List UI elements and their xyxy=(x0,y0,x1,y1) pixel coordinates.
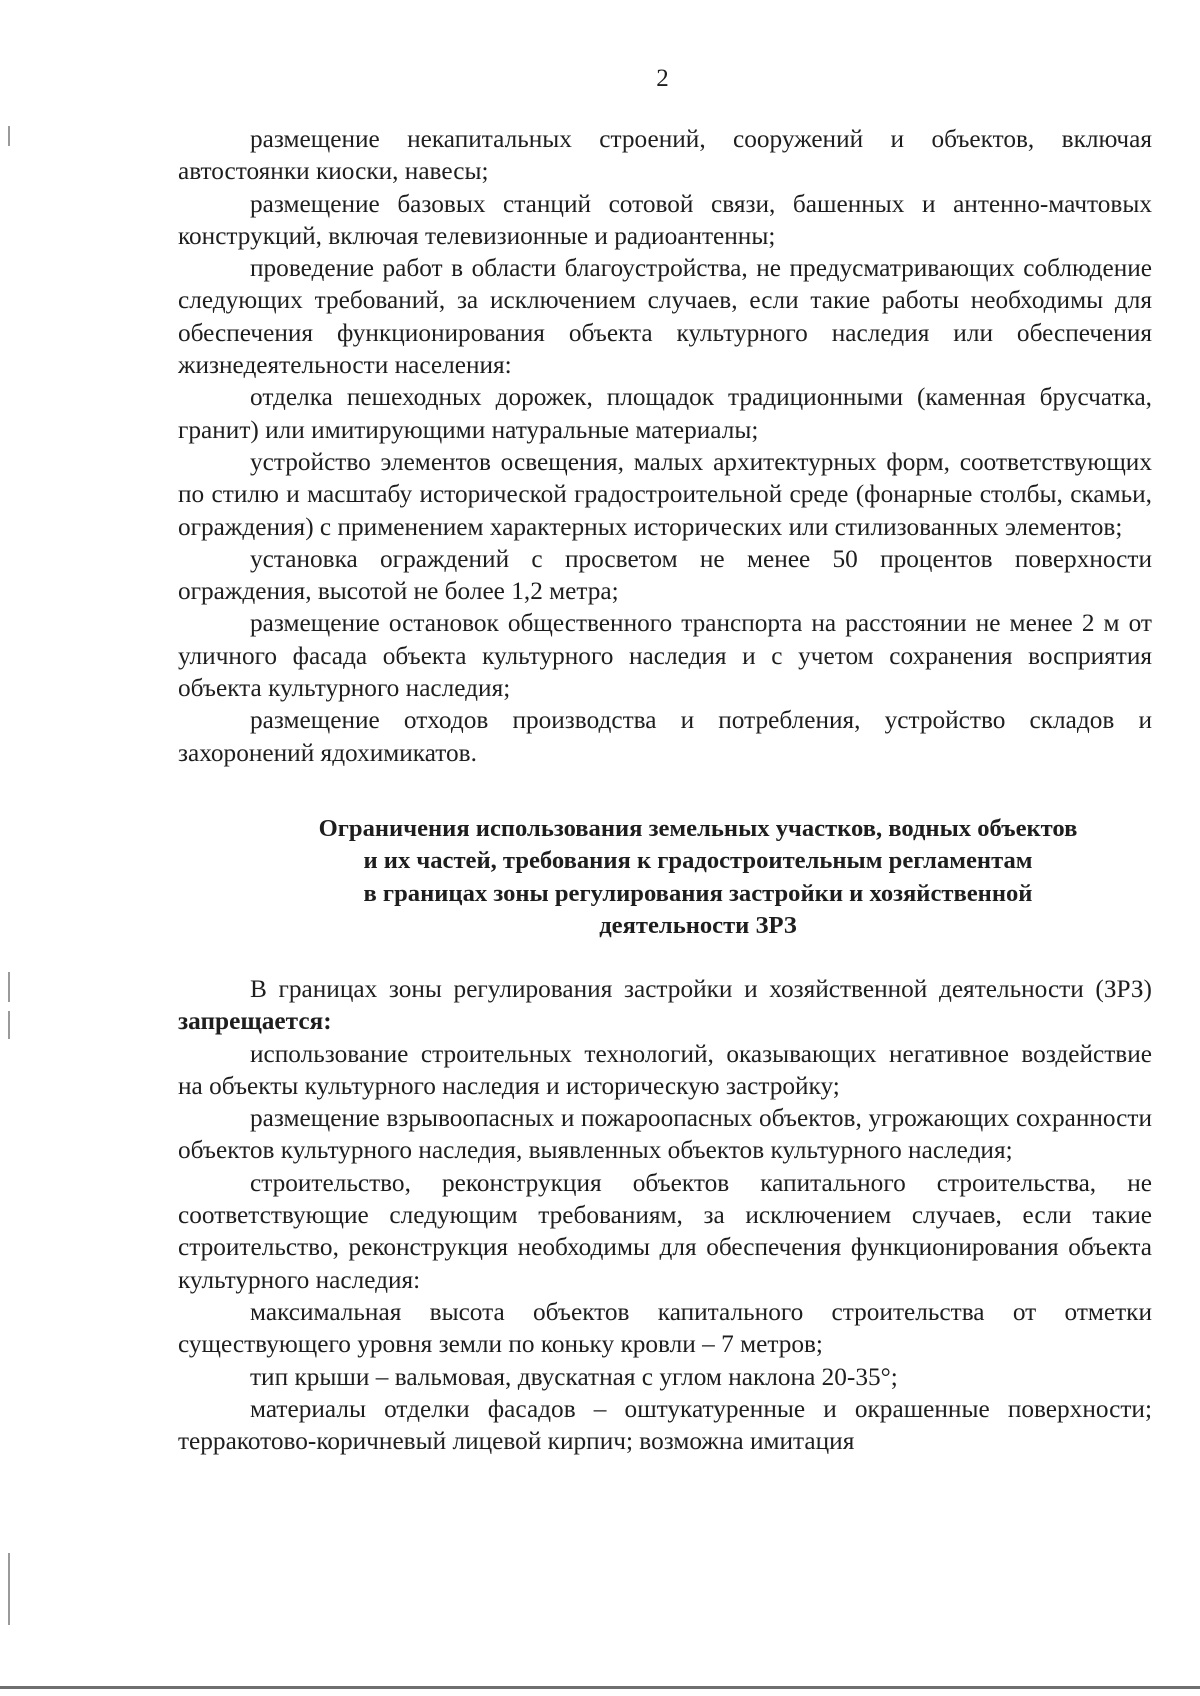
paragraph: отделка пешеходных дорожек, площадок традиционными (каменная брусчатка, гранит) или имитирующими натуральные материалы; xyxy=(178,383,1152,444)
intro-bold: запрещается: xyxy=(178,1007,332,1036)
section-heading xyxy=(178,813,1152,943)
paragraph: размещение некапитальных строений, сооружений и объектов, включая автостоянки киоски, навесы; xyxy=(178,125,1152,186)
paragraph: строительство, реконструкция объектов капитального строительства, не соответствующие следующим требованиям, за исключением случаев, если такие строительство, реконструкция необходимы для обеспечения функционирования объекта культурного наследия: xyxy=(178,1168,1152,1294)
intro-text: В границах зоны регулирования застройки и хозяйственной деятельности (ЗРЗ) xyxy=(250,974,1152,1003)
paragraph: устройство элементов освещения, малых архитектурных форм, соответствующих по стилю и масштабу исторической градостроительной среде (фонарные столбы, скамьи, ограждения) с применением характерных исторических или стилизованных элементов; xyxy=(178,447,1152,541)
scan-artifact xyxy=(8,972,10,1002)
document-body xyxy=(178,123,1152,1457)
page-number: 2 xyxy=(656,65,669,92)
section-heading-line: Ограничения использования земельных участков, водных объектов xyxy=(318,814,1078,842)
paragraph: тип крыши – вальмовая, двускатная с углом наклона 20-35°; xyxy=(250,1362,898,1391)
scan-artifact xyxy=(8,1553,10,1625)
paragraph: материалы отделки фасадов – оштукатуренные и окрашенные поверхности; терракотово-коричневый лицевой кирпич; возможна имитация xyxy=(178,1394,1152,1456)
paragraph: размещение базовых станций сотовой связи, башенных и антенно-мачтовых конструкций, включая телевизионные и радиоантенны; xyxy=(178,189,1152,250)
intro-paragraph xyxy=(178,973,1152,1038)
section-heading-line: в границах зоны регулирования застройки и хозяйственной xyxy=(363,879,1033,907)
section-heading-line: деятельности ЗРЗ xyxy=(599,912,797,940)
paragraph: проведение работ в области благоустройства, не предусматривающих соблюдение следующих требований, за исключением случаев, если такие работы необходимы для обеспечения функционирования объекта культурного наследия или обеспечения жизнедеятельности населения: xyxy=(178,254,1152,380)
paragraph: размещение взрывоопасных и пожароопасных объектов, угрожающих сохранности объектов культурного наследия, выявленных объектов культурного наследия; xyxy=(178,1104,1152,1165)
paragraph: размещение остановок общественного транспорта на расстоянии не менее 2 м от уличного фасада объекта культурного наследия и с учетом сохранения восприятия объекта культурного наследия; xyxy=(178,609,1152,703)
section-heading-line: и их частей, требования к градостроительным регламентам xyxy=(363,847,1033,875)
paragraph: использование строительных технологий, оказывающих негативное воздействие на объекты культурного наследия и историческую застройку; xyxy=(178,1039,1152,1100)
scan-artifact xyxy=(8,1011,10,1039)
paragraph: размещение отходов производства и потребления, устройство складов и захоронений ядохимикатов. xyxy=(178,706,1152,767)
scan-artifact xyxy=(8,126,10,146)
paragraph: установка ограждений с просветом не менее 50 процентов поверхности ограждения, высотой не более 1,2 метра; xyxy=(178,544,1152,606)
scan-bottom-edge xyxy=(0,1686,1200,1689)
paragraph: максимальная высота объектов капитального строительства от отметки существующего уровня земли по коньку кровли – 7 метров; xyxy=(178,1297,1152,1359)
